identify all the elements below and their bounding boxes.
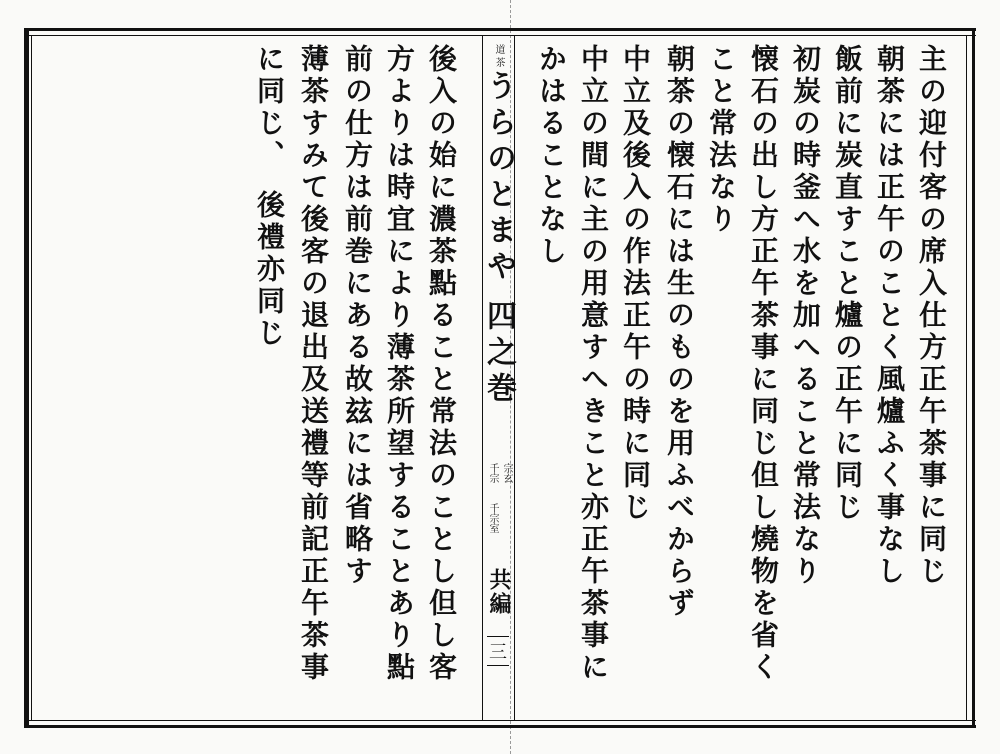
book-title (483, 70, 514, 408)
book-title-text: うらのとまや (481, 70, 516, 286)
page-header-column (483, 40, 514, 715)
right-col-2: 朝茶には正午のことく風爐ふく事なし (873, 44, 906, 588)
left-col-5: に同じ、 後禮亦同じ (253, 44, 286, 350)
right-col-4: 初炭の時釜へ水を加へること常法なり (789, 44, 822, 588)
inner-right-rule (966, 35, 967, 721)
header-annotation: 道 茶 (493, 44, 504, 68)
right-col-1: 主の迎付客の席入仕方正午茶事に同じ (915, 44, 948, 588)
right-col-7: 朝茶の懐石には生のものを用ふべからず (663, 44, 696, 620)
author-right: 宗玄 (501, 463, 512, 483)
left-col-1: 後入の始に濃茶點ること常法のことし但し客 (425, 44, 458, 684)
volume-label: 四之巻 (481, 300, 516, 408)
right-col-5: 懐石の出し方正午茶事に同じ但し燒物を省く (747, 44, 780, 684)
left-col-4: 薄茶すみて後客の退出及送禮等前記正午茶事 (297, 44, 330, 684)
left-col-3: 前の仕方は前巻にある故玆には省略す (341, 44, 374, 588)
right-col-6: こと常法なり (705, 44, 738, 236)
inner-rule-top (24, 35, 976, 36)
inner-rule-bottom (24, 720, 976, 721)
authors-block (485, 463, 512, 563)
right-col-8: 中立及後入の作法正午の時に同じ (619, 44, 652, 524)
left-col-2: 方よりは時宜により薄茶所望することあり點 (383, 44, 416, 684)
page-number: 三 (487, 636, 509, 666)
right-border (972, 28, 975, 728)
inner-left-rule (31, 35, 32, 721)
author-left: 千宗室 (487, 503, 498, 533)
right-col-9: 中立の間に主の用意すへきこと亦正午茶事に (577, 44, 610, 684)
right-col-10: かはることなし (535, 44, 568, 268)
author-top: 千宗 (487, 463, 498, 483)
edit-label: 共編 (486, 568, 512, 616)
right-col-3: 飯前に炭直すこと爐の正午に同じ (831, 44, 864, 524)
